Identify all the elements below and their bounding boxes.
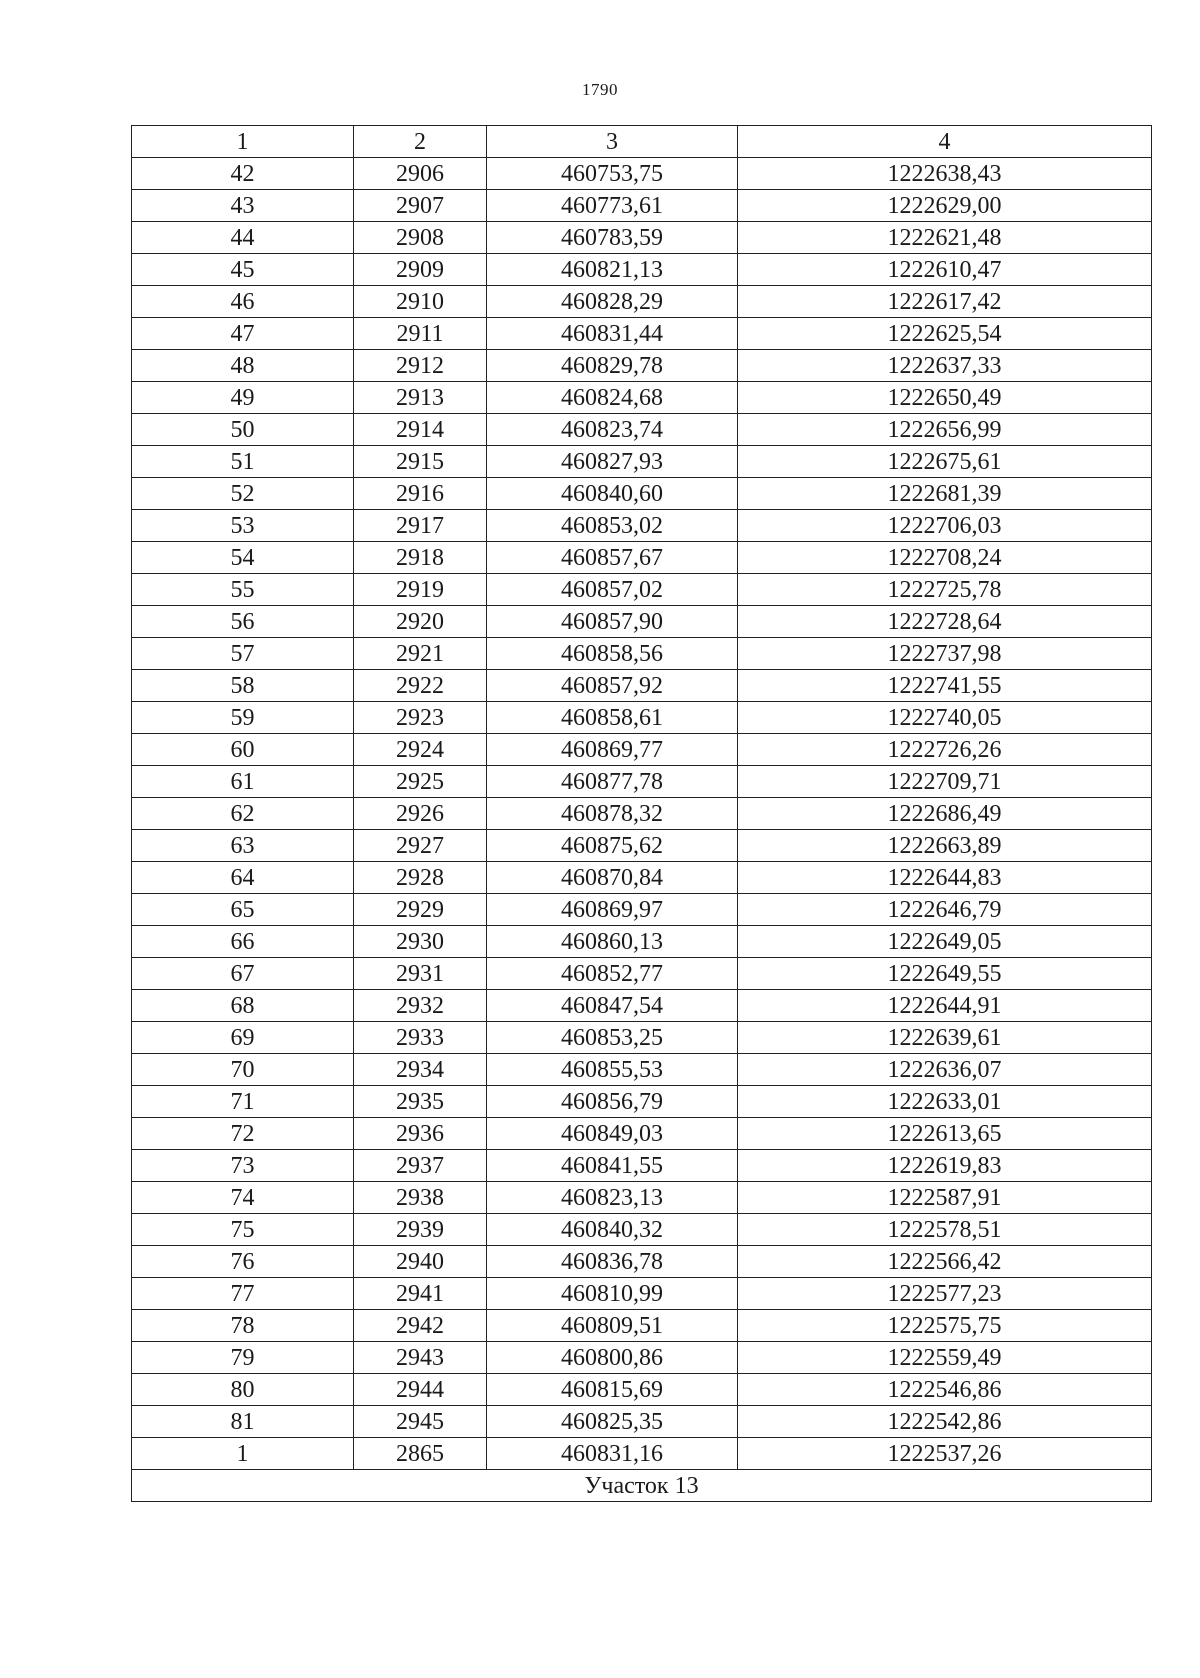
table-header-row (132, 126, 1152, 158)
table-row (132, 1406, 1152, 1438)
y-coordinate-cell: 1222709,71 (738, 766, 1152, 798)
table-row (132, 1246, 1152, 1278)
point-id-cell: 2923 (354, 702, 487, 734)
table-row (132, 542, 1152, 574)
y-coordinate-cell: 1222675,61 (738, 446, 1152, 478)
point-number-cell: 71 (132, 1086, 354, 1118)
point-id-cell: 2914 (354, 414, 487, 446)
y-coordinate-cell: 1222649,55 (738, 958, 1152, 990)
x-coordinate-cell: 460852,77 (487, 958, 738, 990)
y-coordinate-cell: 1222625,54 (738, 318, 1152, 350)
y-coordinate-cell: 1222728,64 (738, 606, 1152, 638)
point-number-cell: 55 (132, 574, 354, 606)
table-row (132, 1118, 1152, 1150)
y-coordinate-cell: 1222708,24 (738, 542, 1152, 574)
table-row (132, 478, 1152, 510)
point-number-cell: 80 (132, 1374, 354, 1406)
point-id-cell: 2927 (354, 830, 487, 862)
y-coordinate-cell: 1222587,91 (738, 1182, 1152, 1214)
point-id-cell: 2941 (354, 1278, 487, 1310)
x-coordinate-cell: 460847,54 (487, 990, 738, 1022)
point-number-cell: 56 (132, 606, 354, 638)
point-id-cell: 2865 (354, 1438, 487, 1470)
point-id-cell: 2928 (354, 862, 487, 894)
y-coordinate-cell: 1222566,42 (738, 1246, 1152, 1278)
point-number-cell: 60 (132, 734, 354, 766)
point-number-cell: 68 (132, 990, 354, 1022)
y-coordinate-cell: 1222617,42 (738, 286, 1152, 318)
point-id-cell: 2938 (354, 1182, 487, 1214)
point-number-cell: 72 (132, 1118, 354, 1150)
table-row (132, 798, 1152, 830)
point-id-cell: 2906 (354, 158, 487, 190)
column-header: 4 (738, 126, 1152, 158)
y-coordinate-cell: 1222621,48 (738, 222, 1152, 254)
y-coordinate-cell: 1222610,47 (738, 254, 1152, 286)
table-row (132, 1086, 1152, 1118)
page-number: 1790 (582, 80, 618, 99)
point-number-cell: 54 (132, 542, 354, 574)
x-coordinate-cell: 460857,02 (487, 574, 738, 606)
x-coordinate-cell: 460877,78 (487, 766, 738, 798)
point-number-cell: 69 (132, 1022, 354, 1054)
point-id-cell: 2931 (354, 958, 487, 990)
point-id-cell: 2945 (354, 1406, 487, 1438)
point-id-cell: 2936 (354, 1118, 487, 1150)
table-row (132, 1374, 1152, 1406)
point-number-cell: 61 (132, 766, 354, 798)
point-id-cell: 2922 (354, 670, 487, 702)
x-coordinate-cell: 460840,32 (487, 1214, 738, 1246)
point-number-cell: 65 (132, 894, 354, 926)
point-number-cell: 46 (132, 286, 354, 318)
point-id-cell: 2935 (354, 1086, 487, 1118)
y-coordinate-cell: 1222706,03 (738, 510, 1152, 542)
table-row (132, 510, 1152, 542)
table-row (132, 190, 1152, 222)
x-coordinate-cell: 460870,84 (487, 862, 738, 894)
y-coordinate-cell: 1222639,61 (738, 1022, 1152, 1054)
y-coordinate-cell: 1222740,05 (738, 702, 1152, 734)
table-row (132, 670, 1152, 702)
y-coordinate-cell: 1222637,33 (738, 350, 1152, 382)
y-coordinate-cell: 1222537,26 (738, 1438, 1152, 1470)
table-row (132, 574, 1152, 606)
point-id-cell: 2917 (354, 510, 487, 542)
y-coordinate-cell: 1222638,43 (738, 158, 1152, 190)
point-id-cell: 2934 (354, 1054, 487, 1086)
x-coordinate-cell: 460825,35 (487, 1406, 738, 1438)
point-number-cell: 78 (132, 1310, 354, 1342)
point-number-cell: 79 (132, 1342, 354, 1374)
y-coordinate-cell: 1222663,89 (738, 830, 1152, 862)
x-coordinate-cell: 460858,61 (487, 702, 738, 734)
x-coordinate-cell: 460857,90 (487, 606, 738, 638)
table-row (132, 254, 1152, 286)
point-id-cell: 2942 (354, 1310, 487, 1342)
y-coordinate-cell: 1222681,39 (738, 478, 1152, 510)
point-id-cell: 2926 (354, 798, 487, 830)
point-number-cell: 42 (132, 158, 354, 190)
x-coordinate-cell: 460831,16 (487, 1438, 738, 1470)
point-number-cell: 66 (132, 926, 354, 958)
point-id-cell: 2925 (354, 766, 487, 798)
section-label: Участок 13 (132, 1470, 1152, 1502)
point-id-cell: 2929 (354, 894, 487, 926)
y-coordinate-cell: 1222613,65 (738, 1118, 1152, 1150)
point-id-cell: 2909 (354, 254, 487, 286)
y-coordinate-cell: 1222559,49 (738, 1342, 1152, 1374)
point-number-cell: 77 (132, 1278, 354, 1310)
table-row (132, 1310, 1152, 1342)
point-id-cell: 2916 (354, 478, 487, 510)
y-coordinate-cell: 1222656,99 (738, 414, 1152, 446)
y-coordinate-cell: 1222578,51 (738, 1214, 1152, 1246)
point-id-cell: 2918 (354, 542, 487, 574)
y-coordinate-cell: 1222542,86 (738, 1406, 1152, 1438)
point-id-cell: 2907 (354, 190, 487, 222)
point-number-cell: 64 (132, 862, 354, 894)
x-coordinate-cell: 460829,78 (487, 350, 738, 382)
point-number-cell: 47 (132, 318, 354, 350)
point-id-cell: 2908 (354, 222, 487, 254)
table-row (132, 1438, 1152, 1470)
point-id-cell: 2915 (354, 446, 487, 478)
table-row (132, 1214, 1152, 1246)
table-row (132, 222, 1152, 254)
table-row (132, 894, 1152, 926)
point-id-cell: 2940 (354, 1246, 487, 1278)
point-number-cell: 67 (132, 958, 354, 990)
table-body (132, 126, 1152, 1502)
point-id-cell: 2933 (354, 1022, 487, 1054)
table-row (132, 1278, 1152, 1310)
point-number-cell: 75 (132, 1214, 354, 1246)
x-coordinate-cell: 460858,56 (487, 638, 738, 670)
point-number-cell: 62 (132, 798, 354, 830)
x-coordinate-cell: 460853,02 (487, 510, 738, 542)
x-coordinate-cell: 460869,97 (487, 894, 738, 926)
point-number-cell: 51 (132, 446, 354, 478)
point-number-cell: 50 (132, 414, 354, 446)
point-number-cell: 63 (132, 830, 354, 862)
table-row (132, 414, 1152, 446)
y-coordinate-cell: 1222575,75 (738, 1310, 1152, 1342)
point-id-cell: 2924 (354, 734, 487, 766)
x-coordinate-cell: 460810,99 (487, 1278, 738, 1310)
table-row (132, 446, 1152, 478)
y-coordinate-cell: 1222725,78 (738, 574, 1152, 606)
x-coordinate-cell: 460823,13 (487, 1182, 738, 1214)
x-coordinate-cell: 460849,03 (487, 1118, 738, 1150)
point-number-cell: 57 (132, 638, 354, 670)
y-coordinate-cell: 1222629,00 (738, 190, 1152, 222)
x-coordinate-cell: 460853,25 (487, 1022, 738, 1054)
table-row (132, 926, 1152, 958)
table-row (132, 638, 1152, 670)
table-row (132, 702, 1152, 734)
x-coordinate-cell: 460875,62 (487, 830, 738, 862)
table-row (132, 734, 1152, 766)
y-coordinate-cell: 1222546,86 (738, 1374, 1152, 1406)
point-number-cell: 49 (132, 382, 354, 414)
x-coordinate-cell: 460823,74 (487, 414, 738, 446)
point-id-cell: 2943 (354, 1342, 487, 1374)
point-id-cell: 2921 (354, 638, 487, 670)
table-row (132, 1342, 1152, 1374)
y-coordinate-cell: 1222686,49 (738, 798, 1152, 830)
y-coordinate-cell: 1222741,55 (738, 670, 1152, 702)
point-number-cell: 58 (132, 670, 354, 702)
table-row (132, 990, 1152, 1022)
point-number-cell: 53 (132, 510, 354, 542)
x-coordinate-cell: 460869,77 (487, 734, 738, 766)
point-number-cell: 45 (132, 254, 354, 286)
x-coordinate-cell: 460827,93 (487, 446, 738, 478)
y-coordinate-cell: 1222737,98 (738, 638, 1152, 670)
table-row (132, 382, 1152, 414)
point-id-cell: 2939 (354, 1214, 487, 1246)
table-row (132, 1022, 1152, 1054)
y-coordinate-cell: 1222636,07 (738, 1054, 1152, 1086)
y-coordinate-cell: 1222644,91 (738, 990, 1152, 1022)
table-row (132, 1150, 1152, 1182)
x-coordinate-cell: 460815,69 (487, 1374, 738, 1406)
coordinates-table (131, 125, 1152, 1502)
table-row (132, 286, 1152, 318)
section-row (132, 1470, 1152, 1502)
point-number-cell: 1 (132, 1438, 354, 1470)
point-id-cell: 2920 (354, 606, 487, 638)
point-number-cell: 52 (132, 478, 354, 510)
table-row (132, 958, 1152, 990)
table-row (132, 1054, 1152, 1086)
point-id-cell: 2919 (354, 574, 487, 606)
table-row (132, 1182, 1152, 1214)
y-coordinate-cell: 1222650,49 (738, 382, 1152, 414)
y-coordinate-cell: 1222726,26 (738, 734, 1152, 766)
column-header: 3 (487, 126, 738, 158)
x-coordinate-cell: 460855,53 (487, 1054, 738, 1086)
table-row (132, 350, 1152, 382)
point-number-cell: 44 (132, 222, 354, 254)
x-coordinate-cell: 460857,92 (487, 670, 738, 702)
point-number-cell: 81 (132, 1406, 354, 1438)
x-coordinate-cell: 460878,32 (487, 798, 738, 830)
y-coordinate-cell: 1222619,83 (738, 1150, 1152, 1182)
table-row (132, 830, 1152, 862)
point-id-cell: 2944 (354, 1374, 487, 1406)
point-id-cell: 2913 (354, 382, 487, 414)
x-coordinate-cell: 460824,68 (487, 382, 738, 414)
table-row (132, 318, 1152, 350)
y-coordinate-cell: 1222644,83 (738, 862, 1152, 894)
y-coordinate-cell: 1222633,01 (738, 1086, 1152, 1118)
x-coordinate-cell: 460753,75 (487, 158, 738, 190)
point-number-cell: 73 (132, 1150, 354, 1182)
y-coordinate-cell: 1222649,05 (738, 926, 1152, 958)
point-number-cell: 43 (132, 190, 354, 222)
x-coordinate-cell: 460860,13 (487, 926, 738, 958)
table-row (132, 766, 1152, 798)
x-coordinate-cell: 460831,44 (487, 318, 738, 350)
x-coordinate-cell: 460821,13 (487, 254, 738, 286)
point-number-cell: 70 (132, 1054, 354, 1086)
x-coordinate-cell: 460800,86 (487, 1342, 738, 1374)
point-number-cell: 59 (132, 702, 354, 734)
column-header: 1 (132, 126, 354, 158)
column-header: 2 (354, 126, 487, 158)
point-id-cell: 2911 (354, 318, 487, 350)
x-coordinate-cell: 460856,79 (487, 1086, 738, 1118)
point-number-cell: 76 (132, 1246, 354, 1278)
x-coordinate-cell: 460828,29 (487, 286, 738, 318)
y-coordinate-cell: 1222646,79 (738, 894, 1152, 926)
x-coordinate-cell: 460840,60 (487, 478, 738, 510)
point-id-cell: 2937 (354, 1150, 487, 1182)
table-row (132, 862, 1152, 894)
x-coordinate-cell: 460836,78 (487, 1246, 738, 1278)
point-id-cell: 2912 (354, 350, 487, 382)
table-row (132, 158, 1152, 190)
x-coordinate-cell: 460783,59 (487, 222, 738, 254)
point-id-cell: 2910 (354, 286, 487, 318)
x-coordinate-cell: 460857,67 (487, 542, 738, 574)
point-id-cell: 2930 (354, 926, 487, 958)
point-number-cell: 74 (132, 1182, 354, 1214)
table-row (132, 606, 1152, 638)
x-coordinate-cell: 460773,61 (487, 190, 738, 222)
point-id-cell: 2932 (354, 990, 487, 1022)
y-coordinate-cell: 1222577,23 (738, 1278, 1152, 1310)
point-number-cell: 48 (132, 350, 354, 382)
x-coordinate-cell: 460841,55 (487, 1150, 738, 1182)
x-coordinate-cell: 460809,51 (487, 1310, 738, 1342)
